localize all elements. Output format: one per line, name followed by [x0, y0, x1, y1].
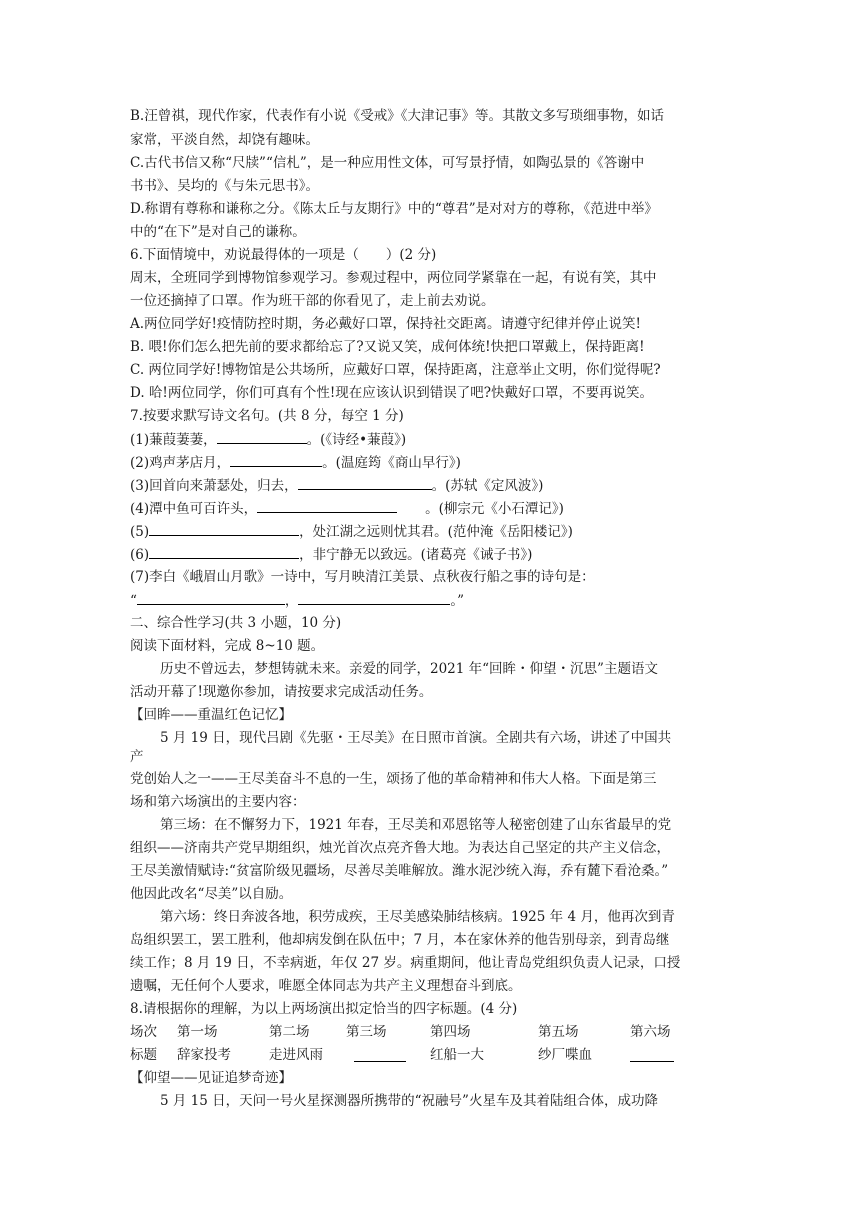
answer-blank[interactable] — [149, 521, 299, 536]
answer-blank[interactable] — [230, 452, 322, 467]
close-quote: 。” — [450, 593, 465, 609]
table-cell: 第三场 — [346, 1024, 387, 1040]
table-cell: 第四场 — [430, 1024, 471, 1040]
answer-blank[interactable] — [298, 475, 432, 490]
q7-item2-suffix: 。(温庭筠《商山早行》) — [322, 455, 461, 471]
answer-blank[interactable] — [298, 590, 450, 605]
q7-item3-prefix: (3)回首向来萧瑟处，归去， — [130, 478, 298, 494]
q6-context-line2: 一位还摘掉了口罩。作为班干部的你看见了，走上前去劝说。 — [130, 293, 495, 309]
q7-item2 — [130, 452, 461, 473]
material-line3: 场和第六场演出的主要内容： — [130, 794, 306, 810]
intro-line2: 活动开幕了!现邀你参加，请按要求完成活动任务。 — [130, 684, 433, 700]
open-quote: “ — [130, 593, 137, 609]
answer-blank[interactable] — [137, 590, 285, 605]
material-line1-wrap: 产 — [130, 749, 144, 765]
option-c-line2: 书书》、吴均的《与朱元思书》。 — [130, 178, 319, 194]
q7-item4-prefix: (4)潭中鱼可百许头， — [130, 501, 258, 517]
scene6-line3: 续工作；8 月 19 日，不幸病逝，年仅 27 岁。病重期间，他让青岛党组织负责人记录，口授 — [130, 955, 681, 971]
table-cell: 红船一大 — [430, 1047, 484, 1063]
reading-instruction: 阅读下面材料，完成 8~10 题。 — [130, 638, 325, 654]
section-2-heading: 二、综合性学习(共 3 小题，10 分) — [130, 615, 342, 631]
table-row-scenes — [130, 1022, 730, 1042]
answer-blank[interactable] — [149, 544, 299, 559]
intro-line1: 历史不曾远去，梦想铸就未来。亲爱的同学，2021 年“回眸・仰望・沉思”主题语文 — [160, 661, 658, 677]
table-cell: 标题 — [130, 1047, 157, 1063]
comma: ， — [284, 593, 299, 609]
q7-item1-suffix: 。(《诗经•蒹葭》) — [306, 432, 407, 448]
scene6-line4: 遗嘱，无任何个人要求，唯愿全体同志为共产主义理想奋斗到底。 — [130, 978, 522, 994]
q6-option-c: C. 两位同学好!博物馆是公共场所，应戴好口罩，保持距离，注意举止文明，你们觉得呢? — [130, 362, 661, 378]
option-d-line1: D.称谓有尊称和谦称之分。《陈太丘与友期行》中的“尊君”是对对方的尊称，《范进中举》 — [130, 201, 658, 217]
scene3-line2: 组织——济南共产党早期组织，烛光首次点亮齐鲁大地。为表达自己坚定的共产主义信念， — [130, 840, 670, 856]
scene3-line3: 王尽美激情赋诗:“贫富阶级见疆场，尽善尽美唯解放。潍水泥沙统入海，乔有麓下看沧桑。” — [130, 863, 669, 879]
q7-item5-suffix: ，处江湖之远则忧其君。(范仲淹《岳阳楼记》) — [299, 524, 573, 540]
table-cell: 辞家投考 — [177, 1047, 231, 1063]
q6-option-d: D. 哈!两位同学，你们可真有个性!现在应该认识到错误了吧?快戴好口罩，不要再说笑。 — [130, 385, 654, 401]
q7-item3 — [130, 475, 543, 496]
material-line2: 党创始人之一——王尽美奋斗不息的一生，颂扬了他的革命精神和伟大人格。下面是第三 — [130, 771, 657, 787]
q7-item4-suffix: 。(柳宗元《小石潭记》) — [425, 501, 564, 517]
question-6: 6.下面情境中，劝说最得体的一项是（ ）(2 分) — [130, 247, 437, 263]
answer-blank-scene6[interactable] — [630, 1047, 674, 1062]
scene6-line2: 岛组织罢工，罢工胜利，他却病发倒在队伍中；7 月，本在家休养的他告别母亲，到青岛继 — [130, 932, 670, 948]
q7-item5 — [130, 521, 573, 542]
option-b-line2: 家常，平淡自然，却饶有趣味。 — [130, 132, 319, 148]
q7-item2-prefix: (2)鸡声茅店月， — [130, 455, 231, 471]
q6-context-line1: 周末，全班同学到博物馆参观学习。参观过程中，两位同学紧靠在一起，有说有笑，其中 — [130, 270, 657, 286]
table-cell: 纱厂喋血 — [538, 1047, 592, 1063]
q6-option-b: B. 喂!你们怎么把先前的要求都给忘了?又说又笑，成何体统!快把口罩戴上，保持距离! — [130, 339, 645, 355]
subsection-look-up: 【仰望——见证追梦奇迹】 — [130, 1070, 292, 1086]
q7-item7-answer — [130, 590, 464, 611]
q7-item1 — [130, 429, 406, 450]
table-cell: 第一场 — [177, 1024, 218, 1040]
option-b-line1: B.汪曾祺，现代作家，代表作有小说《受戒》《大津记事》等。其散文多写琐细事物，如话 — [130, 108, 664, 124]
q7-item6 — [130, 544, 532, 565]
question-8: 8.请根据你的理解，为以上两场演出拟定恰当的四字标题。(4 分) — [130, 1001, 518, 1017]
q7-item7: (7)李白《峨眉山月歌》一诗中，写月映清江美景、点秋夜行船之事的诗句是： — [130, 569, 595, 585]
option-c-line1: C.古代书信又称“尺牍”“信札”，是一种应用性文体，可写景抒情，如陶弘景的《答谢中 — [130, 155, 645, 171]
q7-item6-prefix: (6) — [130, 547, 150, 563]
scene3-line1: 第三场：在不懈努力下，1921 年春，王尽美和邓恩铭等人秘密创建了山东省最早的党 — [160, 817, 672, 833]
scene3-line4: 他因此改名“尽美”以自励。 — [130, 886, 293, 902]
table-cell: 第五场 — [538, 1024, 579, 1040]
material2-line1: 5 月 15 日，天问一号火星探测器所携带的“祝融号”火星车及其着陆组合体，成功降 — [160, 1093, 658, 1109]
subsection-look-back: 【回眸——重温红色记忆】 — [130, 707, 292, 723]
table-cell: 场次 — [130, 1024, 157, 1040]
option-d-line2: 中的“在下”是对自己的谦称。 — [130, 224, 306, 240]
table-cell: 第六场 — [630, 1024, 671, 1040]
q7-item6-suffix: ，非宁静无以致远。(诸葛亮《诫子书》) — [299, 547, 533, 563]
q7-item1-prefix: (1)蒹葭萋萋， — [130, 432, 217, 448]
table-cell: 走进风雨 — [269, 1047, 323, 1063]
table-row-titles — [130, 1045, 730, 1065]
q6-option-a: A.两位同学好!疫情防控时期，务必戴好口罩，保持社交距离。请遵守纪律并停止说笑! — [130, 316, 641, 332]
answer-blank-scene3[interactable] — [354, 1047, 406, 1062]
q7-item4 — [130, 498, 564, 519]
answer-blank[interactable] — [257, 498, 397, 513]
table-cell: 第二场 — [269, 1024, 310, 1040]
q7-item3-suffix: 。(苏轼《定风波》) — [431, 478, 544, 494]
answer-blank[interactable] — [217, 429, 307, 444]
material-line1: 5 月 19 日，现代吕剧《先驱・王尽美》在日照市首演。全剧共有六场，讲述了中国共 — [160, 730, 672, 746]
scene6-line1: 第六场：终日奔波各地，积劳成疾，王尽美感染肺结核病。1925 年 4 月，他再次到青 — [160, 909, 675, 925]
question-7: 7.按要求默写诗文名句。(共 8 分，每空 1 分) — [130, 408, 404, 424]
q7-item5-prefix: (5) — [130, 524, 150, 540]
